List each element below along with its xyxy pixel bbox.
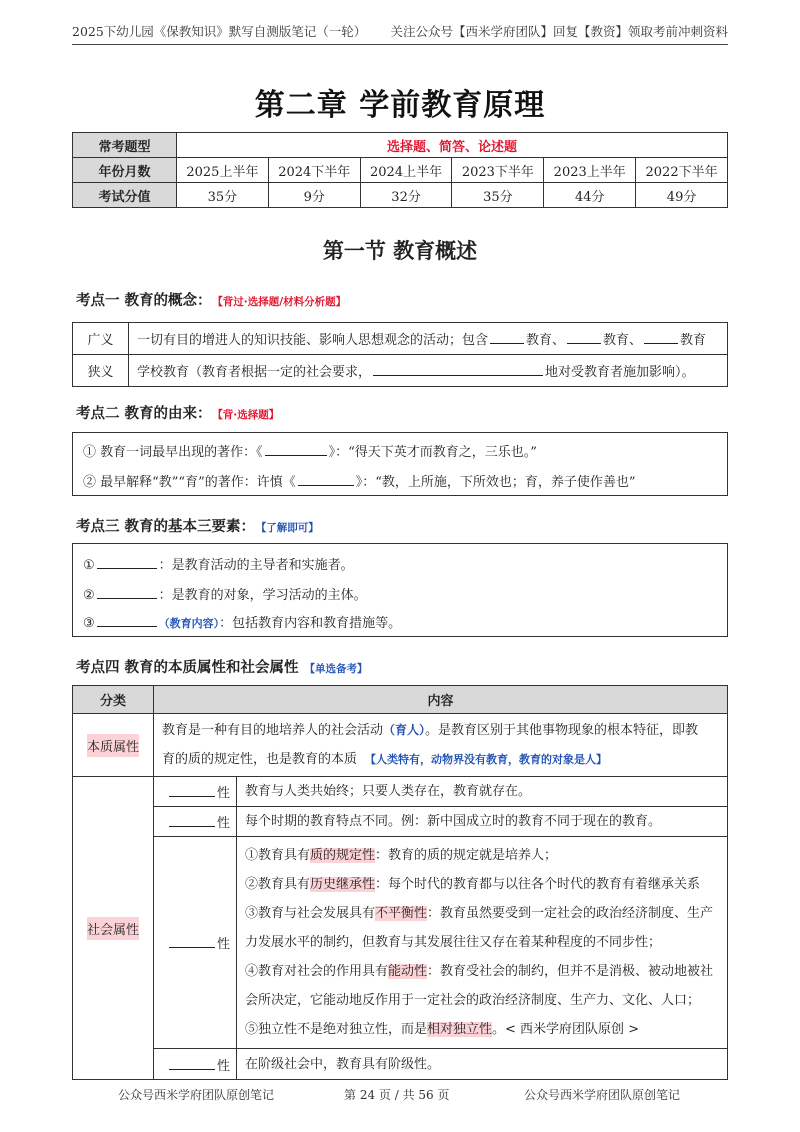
header-left: 2025下幼儿园《保教知识》默写自测版笔记（一轮）	[72, 24, 367, 39]
kaodian-1-title: 考点一 教育的概念：	[76, 293, 212, 309]
essence-content: 教育是一种有目的地培养人的社会活动（育人）。是教育区别于其他事物现象的根本特征，即教 育的质的规定性，也是教育的本质 【人类特有，动物界没有教育，教育的对象是人】	[154, 714, 728, 777]
table-row	[73, 1049, 728, 1080]
footer-left: 公众号西米学府团队原创笔记	[118, 1088, 275, 1102]
row-content: 每个时期的教育特点不同。例：新中国成立时的教育不同于现在的教育。	[237, 807, 728, 837]
fill-blank	[490, 331, 524, 344]
year-label: 年份月数	[73, 158, 177, 183]
element-line-3: ③ （教育内容）：包括教育内容和教育措施等。	[83, 616, 402, 631]
narrow-content: 学校教育（教育者根据一定的社会要求， 地对受教育者施加影响）。	[129, 355, 728, 387]
kaodian-3-heading	[76, 515, 319, 536]
broad-content: 一切有目的增进人的知识技能、影响人思想观念的活动；包含 教育、 教育、 教育	[129, 323, 728, 355]
col-category: 分类	[73, 686, 154, 714]
fill-blank	[97, 614, 157, 627]
list-item: 力发展水平的制约，但教育与其发展往往又存在着某种程度的不同步性；	[245, 935, 662, 950]
score-label: 考试分值	[73, 183, 177, 208]
table-row	[73, 807, 728, 837]
fill-blank	[265, 443, 327, 456]
essence-label: 本质属性	[87, 734, 139, 757]
list-item: ②教育具有历史继承性：每个时代的教育都与以往各个时代的教育有着继承关系	[245, 877, 701, 892]
elements-box	[72, 543, 728, 637]
kaodian-4-tag: 【单选备考】	[304, 663, 368, 675]
question-type-label: 常考题型	[73, 133, 177, 158]
fill-blank	[298, 473, 354, 486]
fill-blank	[97, 556, 157, 569]
fill-blank	[97, 586, 157, 599]
header-divider	[72, 44, 728, 45]
list-item: ⑤独立性不是绝对独立性，而是相对独立性。< 西米学府团队原创 >	[245, 1022, 640, 1037]
narrow-label: 狭义	[73, 355, 129, 387]
kaodian-2-title: 考点二 教育的由来：	[76, 406, 212, 422]
score-cell: 32分	[360, 183, 452, 208]
row-content: 在阶级社会中，教育具有阶级性。	[237, 1049, 728, 1080]
kaodian-2-heading	[76, 402, 279, 423]
concept-table	[72, 322, 728, 387]
kaodian-3-title: 考点三 教育的基本三要素：	[76, 519, 256, 535]
kaodian-3-tag: 【了解即可】	[261, 522, 319, 534]
year-cell: 2024下半年	[268, 158, 360, 183]
year-cell: 2025上半年	[177, 158, 269, 183]
score-cell: 44分	[544, 183, 636, 208]
table-row	[73, 355, 728, 387]
score-cell: 35分	[177, 183, 269, 208]
broad-label: 广义	[73, 323, 129, 355]
row-content: 教育与人类共始终；只要人类存在，教育就存在。	[237, 777, 728, 807]
kaodian-1-heading	[76, 289, 346, 310]
page-number: 第 24 页 / 共 56 页	[344, 1088, 450, 1102]
social-category	[73, 777, 154, 1080]
table-row	[73, 837, 728, 1049]
attributes-table	[72, 685, 728, 1080]
col-content: 内容	[154, 686, 728, 714]
fill-blank	[169, 1057, 215, 1070]
fill-blank	[169, 935, 215, 948]
year-cell: 2024上半年	[360, 158, 452, 183]
origin-box	[72, 432, 728, 496]
fill-blank	[169, 784, 215, 797]
social-label: 社会属性	[87, 917, 139, 940]
section-title: 第一节 教育概述	[322, 239, 478, 263]
list-item: ①教育具有质的规定性：教育的质的规定就是培养人；	[245, 848, 558, 863]
score-cell: 9分	[268, 183, 360, 208]
kaodian-2-tag: 【背·选择题】	[217, 409, 280, 421]
fill-blank	[567, 331, 601, 344]
footer-right: 公众号西米学府团队原创笔记	[524, 1088, 681, 1102]
table-row	[73, 777, 728, 807]
year-cell: 2023上半年	[544, 158, 636, 183]
kaodian-1-tag: 【背过·选择题/材料分析题】	[217, 296, 347, 308]
kaodian-4-title: 考点四 教育的本质属性和社会属性	[76, 660, 299, 676]
list-item: ④教育对社会的作用具有能动性：教育受社会的制约，但并不是消极、被动地被社	[245, 964, 714, 979]
kaodian-4-heading	[76, 656, 368, 677]
table-row	[73, 714, 728, 777]
sub-label: 性	[154, 777, 237, 807]
exam-info-table	[72, 132, 728, 208]
table-row	[73, 323, 728, 355]
question-type-value: 选择题、简答、论述题	[177, 133, 728, 158]
fill-blank	[373, 363, 543, 376]
fill-blank	[169, 814, 215, 827]
score-cell: 49分	[636, 183, 728, 208]
list-item: ③教育与社会发展具有不平衡性：教育虽然要受到一定社会的政治经济制度、生产	[245, 906, 714, 921]
origin-line-1: ① 教育一词最早出现的著作：《 》：“得天下英才而教育之，三乐也。”	[83, 445, 537, 460]
score-cell: 35分	[452, 183, 544, 208]
list-item: 会所决定，它能动地反作用于一定社会的政治经济制度、生产力、文化、人口；	[245, 993, 701, 1008]
essence-category	[73, 714, 154, 777]
origin-line-2: ② 最早解释“教”“育”的著作：许慎《 》：“教，上所施，下所效也；育，养子使作善也”	[83, 475, 636, 490]
sub-label: 性	[154, 837, 237, 1049]
element-line-2: ② ：是教育的对象，学习活动的主体。	[83, 588, 367, 603]
element-line-1: ① ：是教育活动的主导者和实施者。	[83, 558, 354, 573]
row-content-list	[237, 837, 728, 1049]
year-cell: 2022下半年	[636, 158, 728, 183]
year-cell: 2023下半年	[452, 158, 544, 183]
fill-blank	[644, 331, 678, 344]
sub-label: 性	[154, 807, 237, 837]
sub-label: 性	[154, 1049, 237, 1080]
header-right: 关注公众号【西米学府团队】回复【教资】领取考前冲刺资料	[390, 24, 728, 39]
chapter-title: 第二章 学前教育原理	[254, 88, 546, 123]
